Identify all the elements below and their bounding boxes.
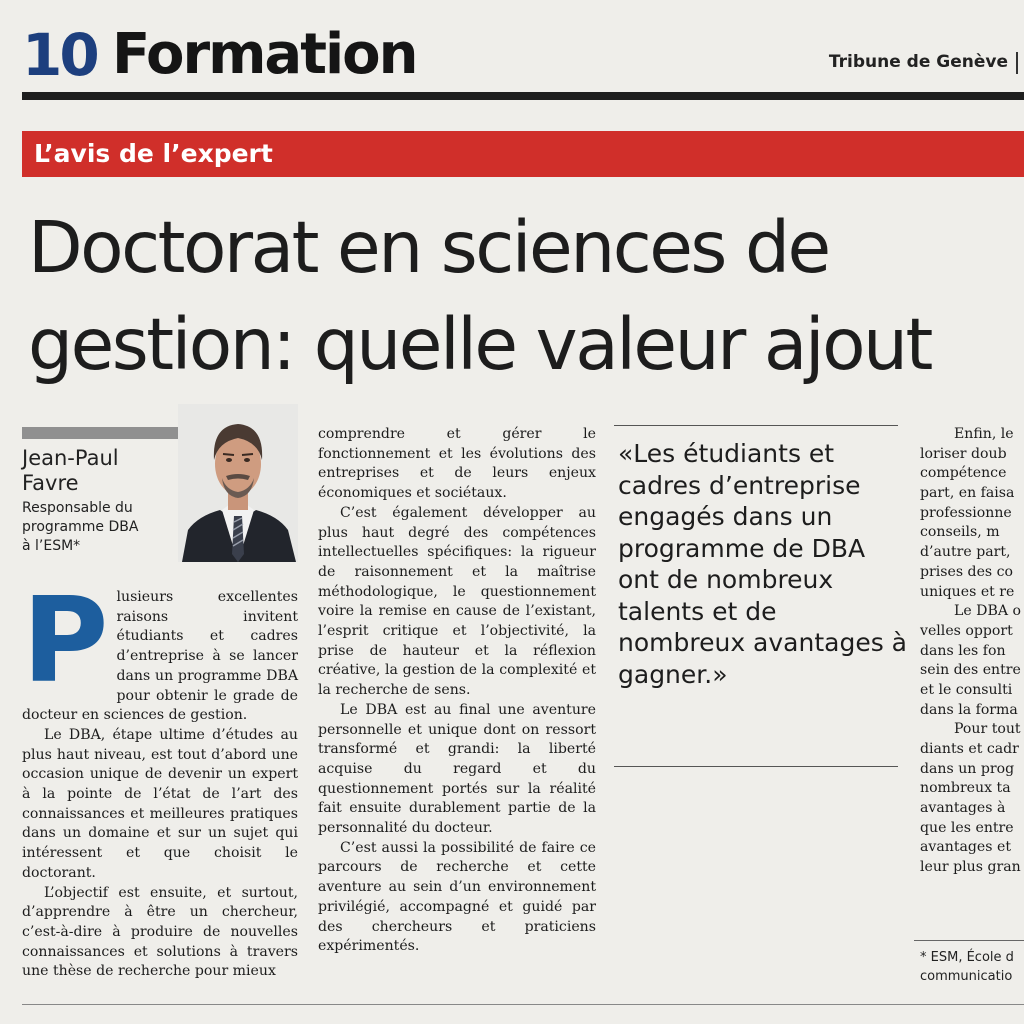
headline-line-2: gestion: quelle valeur ajout (28, 303, 931, 386)
footnote-line: * ESM, École d (920, 950, 1014, 965)
paragraph: Le DBA, étape ultime d’études au plus haut niveau, est tout d’abord une occasion unique de devenir un expert à la pointe de l’état de l’art des connaissances et meilleures pratiques dans un domaine et sur un sujet qui intéressent et que choisit le doctorant. (22, 726, 298, 881)
page-bottom-rule (22, 1004, 1024, 1005)
author-role-line: Responsable du (22, 500, 133, 516)
column-4-line: et le consulti (920, 681, 1013, 698)
column-4-line: dans un prog (920, 760, 1015, 777)
footnote (920, 948, 1024, 986)
header-separator (1016, 52, 1018, 74)
quote-rule (614, 425, 898, 426)
column-4-line: leur plus gran (920, 859, 1021, 876)
author-role-line: programme DBA (22, 519, 139, 535)
expert-banner-label: L’avis de l’expert (34, 139, 273, 168)
column-4-line: diants et cadr (920, 741, 1019, 757)
author-role (22, 499, 182, 556)
column-4-line: sein des entre (920, 662, 1021, 679)
column-4-line: prises des co (920, 563, 1014, 580)
article-column-4 (920, 425, 1024, 878)
article-column-1 (22, 571, 298, 982)
column-4-line: Enfin, le (954, 426, 1014, 442)
column-4-line: que les entre (920, 819, 1014, 836)
column-4-line: Le DBA o (954, 603, 1021, 620)
column-4-line: professionne (920, 504, 1012, 521)
author-first-name: Jean-Paul (22, 446, 119, 470)
footnote-line: communicatio (920, 969, 1013, 984)
column-4-line: loriser doub (920, 445, 1007, 462)
paragraph: L’objectif est ensuite, et surtout, d’apprendre à être un chercheur, c’est-à-dire à produire de nouvelles connaissances et solutions à travers une thèse de recherche pour mieux (22, 884, 298, 980)
column-4-line: dans les fon (920, 642, 1006, 659)
column-4-line: uniques et re (920, 583, 1015, 600)
column-4-line: d’autre part, (920, 544, 1011, 561)
column-4-line: avantages à (920, 800, 1006, 817)
column-4-line: compétence (920, 465, 1007, 482)
article-column-2 (318, 425, 596, 957)
paragraph-text: lusieurs excellentes raisons invitent étudiants et cadres d’entreprise à se lancer dans un programme DBA pour obtenir le grade de docteur en sciences de gestion. (22, 589, 298, 724)
column-4-line: Pour tout (954, 721, 1021, 738)
footnote-rule (914, 940, 1024, 941)
header-rule (22, 92, 1024, 100)
paragraph: C’est aussi la possibilité de faire ce parcours de recherche et cette aventure au sein d’un environnement privilégié, accompagné et guidé par des chercheurs et praticiens expérimentés. (318, 839, 596, 955)
author-last-name: Favre (22, 471, 79, 495)
paragraph: comprendre et gérer le fonctionnement et les évolutions des entreprises et de leurs enjeux économiques et sociétaux. (318, 426, 596, 502)
column-4-line: part, en faisa (920, 485, 1015, 502)
section-title: Formation (112, 22, 417, 87)
column-4-line: conseils, m (920, 524, 1000, 541)
newspaper-name: Tribune de Genève (828, 52, 1008, 72)
paragraph (22, 571, 298, 726)
author-role-line: à l’ESM* (22, 538, 81, 554)
paragraph: Le DBA est au final une aventure personnelle et unique dont on ressort transformé et grandi: la liberté acquise du regard et du questionnement portés sur la réalité fait ensuite durablement partie de la personnalité du docteur. (318, 701, 596, 837)
headline-line-1: Doctorat en sciences de (28, 206, 829, 289)
column-4-line: nombreux ta (920, 780, 1011, 797)
quote-rule (614, 766, 898, 767)
paragraph: C’est également développer au plus haut degré des compétences intellectuelles spécifiques: la rigueur de raisonnement et la maîtrise méthodologique, le questionnement voire la remise en cause de l’existant, l’esprit critique et l’objectivité, la prise de hauteur et la réflexion créative, la gestion de la complexité et la recherche de sens. (318, 504, 596, 699)
column-4-line: avantages et (920, 839, 1011, 856)
author-portrait-icon (178, 404, 298, 562)
pull-quote: «Les étudiants et cadres d’entreprise engagés dans un programme de DBA ont de nombreux talents et de nombreux avantages à gagner.» (618, 439, 908, 689)
column-4-line: velles opport (920, 622, 1013, 639)
page-number: 10 (22, 21, 97, 89)
column-4-line: dans la forma (920, 701, 1018, 718)
dropcap: P (22, 571, 109, 709)
author-name (22, 446, 182, 496)
